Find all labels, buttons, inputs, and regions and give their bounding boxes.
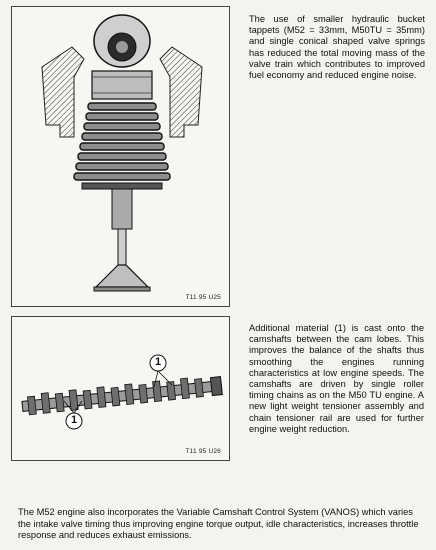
vanos-paragraph: The M52 engine also incorporates the Variable Camshaft Control System (VANOS) which varies the intake valve timing thus improving engine torque output, idle characteristics, increases throttle response and reduces exhaust emissions. [18,507,419,540]
tappet-valve-illustration [12,7,231,308]
camshaft-illustration [12,317,231,462]
camshaft-paragraph: Additional material (1) is cast onto the camshafts between the cam lobes. This improves the balance of the shafts thus smoothing the engines running characteristics at low engine speeds. The camshafts are driven by single roller timing chains as on the M50 TU engine. A new light weight tensioner assembly and chain tensioner rail are used for further engine weight reduction. [249,323,424,434]
figure-code: T11 95 U26 [185,448,221,455]
tappet-figure [11,6,230,307]
callout-top-number: 1 [155,356,162,368]
figure-code: T11 95 U25 [185,294,221,301]
tappet-paragraph: The use of smaller hydraulic bucket tappets (M52 = 33mm, M50TU = 35mm) and single conical shaped valve springs has reduced the total moving mass of the valve train which contributes to improved fuel economy and reduced engine noise. [249,14,425,81]
callout-bottom-number: 1 [71,414,78,426]
camshaft-figure [11,316,230,461]
